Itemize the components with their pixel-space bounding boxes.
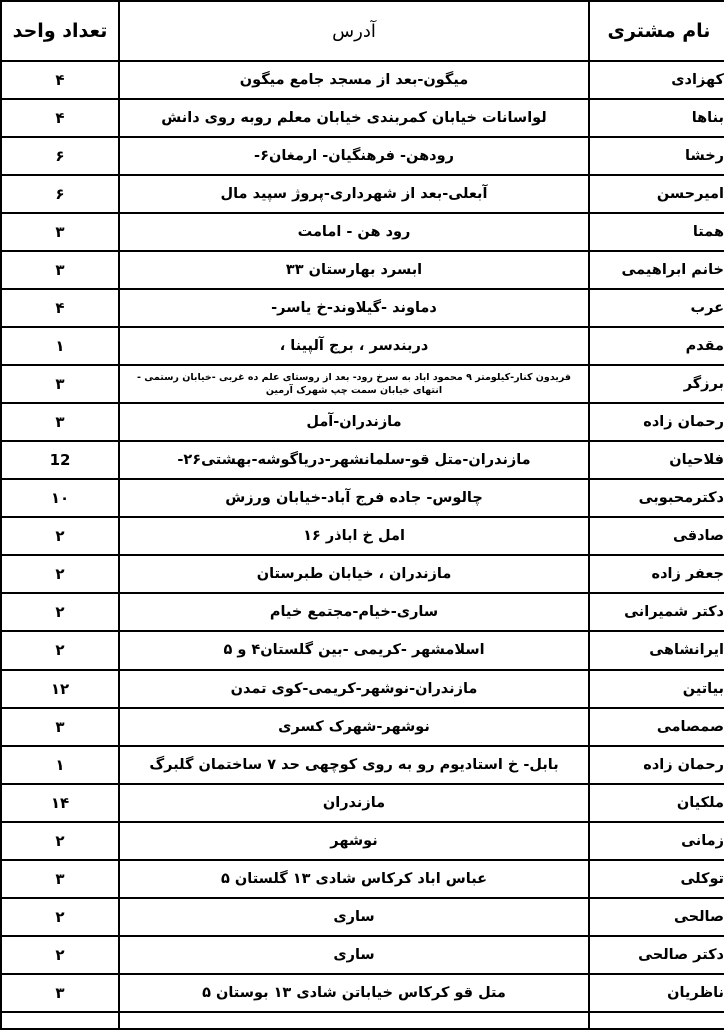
cell-address: فریدون کنار-کیلومتر ۹ محمود اباد به سرخ رود- بعد از روستای علم ده غربی -خیابان رستمی - انتهای خیابان سمت چپ شهرک آرمین: [119, 365, 589, 403]
cell-units: ۳: [1, 974, 119, 1012]
cell-customer-name: صادقی: [589, 517, 724, 555]
table-row: [1, 517, 724, 555]
cell-customer-name: عرب: [589, 289, 724, 327]
cell-address: مازندران-نوشهر-کریمی-کوی تمدن: [119, 670, 589, 708]
cell-units: ۴: [1, 289, 119, 327]
cell-customer-name: فلاحیان: [589, 441, 724, 479]
cell-units: ۴: [1, 99, 119, 137]
table-row: [1, 175, 724, 213]
empty-cell: [589, 1012, 724, 1029]
cell-customer-name: جعفر زاده: [589, 555, 724, 593]
table-row: [1, 213, 724, 251]
table-row: [1, 479, 724, 517]
cell-customer-name: مقدم: [589, 327, 724, 365]
cell-customer-name: دکتر صالحی: [589, 936, 724, 974]
cell-customer-name: بناها: [589, 99, 724, 137]
cell-address: دربندسر ، برج آلپینا ،: [119, 327, 589, 365]
table-row: [1, 593, 724, 631]
cell-units: ۱۲: [1, 670, 119, 708]
cell-customer-name: توکلی: [589, 860, 724, 898]
table-row: [1, 631, 724, 669]
cell-customer-name: ملکیان: [589, 784, 724, 822]
table-row: [1, 974, 724, 1012]
cell-address: متل قو کرکاس خیاباتن شادی ۱۳ بوستان ۵: [119, 974, 589, 1012]
cell-address: بابل- خ استادیوم رو به روی کوچهی حد ۷ ساختمان گلبرگ: [119, 746, 589, 784]
cell-customer-name: ایرانشاهی: [589, 631, 724, 669]
cell-address: مازندران-آمل: [119, 403, 589, 441]
cell-address: مازندران: [119, 784, 589, 822]
table-row: [1, 822, 724, 860]
cell-units: ۳: [1, 708, 119, 746]
table-body: [1, 61, 724, 1029]
cell-units: ۲: [1, 898, 119, 936]
cell-address: میگون-بعد از مسجد جامع میگون: [119, 61, 589, 99]
cell-customer-name: دکترمحبوبی: [589, 479, 724, 517]
cell-units: ۳: [1, 365, 119, 403]
cell-address: ساری-خیام-مجتمع خیام: [119, 593, 589, 631]
table-row: [1, 289, 724, 327]
cell-customer-name: بیاتین: [589, 670, 724, 708]
cell-address: رود هن - امامت: [119, 213, 589, 251]
cell-units: ۱۴: [1, 784, 119, 822]
cell-customer-name: امیرحسن: [589, 175, 724, 213]
cell-address: دماوند -گیلاوند-خ یاسر-: [119, 289, 589, 327]
table-row: [1, 708, 724, 746]
cell-address: رودهن- فرهنگیان- ارمغان۶-: [119, 137, 589, 175]
table-row-partial: [1, 1012, 724, 1029]
cell-units: ۲: [1, 936, 119, 974]
cell-units: 12: [1, 441, 119, 479]
cell-customer-name: رحمان زاده: [589, 746, 724, 784]
cell-units: ۱۰: [1, 479, 119, 517]
header-name: نام مشتری: [589, 1, 724, 61]
cell-units: ۴: [1, 61, 119, 99]
cell-units: ۶: [1, 175, 119, 213]
cell-units: ۲: [1, 517, 119, 555]
table-row: [1, 898, 724, 936]
header-row: [1, 1, 724, 61]
cell-customer-name: برزگر: [589, 365, 724, 403]
cell-address: آبعلی-بعد از شهرداری-پروژ سپید مال: [119, 175, 589, 213]
empty-cell: [119, 1012, 589, 1029]
table-row: [1, 137, 724, 175]
cell-customer-name: خانم ابراهیمی: [589, 251, 724, 289]
table-row: [1, 746, 724, 784]
table-row: [1, 670, 724, 708]
cell-address: مازندران ، خیابان طبرستان: [119, 555, 589, 593]
table-row: [1, 936, 724, 974]
header-units: تعداد واحد: [1, 1, 119, 61]
cell-customer-name: ناظریان: [589, 974, 724, 1012]
cell-address: ساری: [119, 898, 589, 936]
cell-units: ۲: [1, 822, 119, 860]
cell-address: ساری: [119, 936, 589, 974]
cell-customer-name: زمانی: [589, 822, 724, 860]
table-row: [1, 403, 724, 441]
header-address: آدرس: [119, 1, 589, 61]
cell-address: چالوس- جاده فرج آباد-خیابان ورزش: [119, 479, 589, 517]
cell-units: ۱: [1, 746, 119, 784]
cell-customer-name: دکتر شمیرانی: [589, 593, 724, 631]
cell-customer-name: کهزادی: [589, 61, 724, 99]
cell-units: ۳: [1, 213, 119, 251]
table-row: [1, 99, 724, 137]
cell-units: ۳: [1, 403, 119, 441]
cell-units: ۶: [1, 137, 119, 175]
empty-cell: [1, 1012, 119, 1029]
cell-customer-name: رحمان زاده: [589, 403, 724, 441]
cell-units: ۳: [1, 860, 119, 898]
cell-address: لواسانات خیابان کمربندی خیابان معلم روبه روی دانش: [119, 99, 589, 137]
table-row: [1, 365, 724, 403]
cell-address: امل خ اباذر ۱۶: [119, 517, 589, 555]
cell-address: نوشهر: [119, 822, 589, 860]
cell-address: نوشهر-شهرک کسری: [119, 708, 589, 746]
cell-customer-name: صالحی: [589, 898, 724, 936]
table-row: [1, 860, 724, 898]
cell-address: عباس اباد کرکاس شادی ۱۳ گلستان ۵: [119, 860, 589, 898]
table-row: [1, 441, 724, 479]
cell-customer-name: همتا: [589, 213, 724, 251]
cell-units: ۲: [1, 593, 119, 631]
cell-units: ۲: [1, 631, 119, 669]
cell-customer-name: صمصامی: [589, 708, 724, 746]
table-row: [1, 251, 724, 289]
table-row: [1, 61, 724, 99]
cell-units: ۱: [1, 327, 119, 365]
table-row: [1, 555, 724, 593]
cell-address: اسلامشهر -کریمی -بین گلستان۴ و ۵: [119, 631, 589, 669]
cell-address: ابسرد بهارستان ۳۳: [119, 251, 589, 289]
table-row: [1, 784, 724, 822]
cell-address: مازندران-متل قو-سلمانشهر-دریاگوشه-بهشتی۲۶-: [119, 441, 589, 479]
cell-customer-name: رخشا: [589, 137, 724, 175]
table-row: [1, 327, 724, 365]
cell-units: ۲: [1, 555, 119, 593]
cell-units: ۳: [1, 251, 119, 289]
